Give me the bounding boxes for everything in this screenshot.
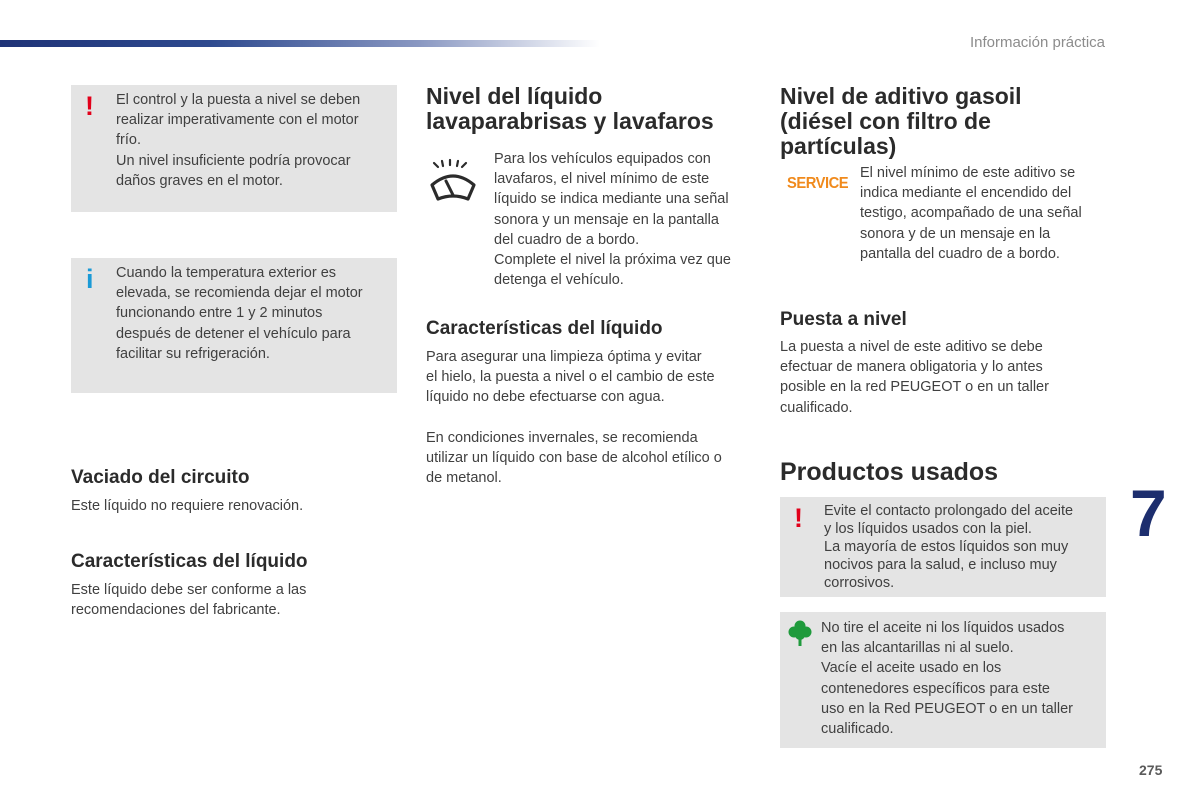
washer-intro-line: detenga el vehículo.: [494, 272, 624, 289]
products-warning-line: nocivos para la salud, e incluso muy: [824, 557, 1057, 573]
additive-title-line: Nivel de aditivo gasoil: [780, 83, 1022, 109]
info-line: facilitar su refrigeración.: [116, 345, 270, 362]
environment-line: Vacíe el aceite usado en los: [821, 660, 1002, 677]
drain-text: Este líquido no requiere renovación.: [71, 498, 304, 514]
washer-intro-line: del cuadro de a bordo.: [494, 231, 640, 248]
warning-line: Un nivel insuficiente podría provocar: [116, 152, 351, 169]
products-title: Productos usados: [780, 458, 999, 486]
topup-line: posible en la red PEUGEOT o en un taller: [780, 379, 1049, 396]
info-line: funcionando entre 1 y 2 minutos: [116, 305, 323, 322]
warning-box: [71, 85, 397, 212]
topup-line: La puesta a nivel de este aditivo se debe: [780, 339, 1043, 355]
additive-title: [780, 84, 1022, 159]
warning-line: frío.: [116, 132, 141, 149]
info-icon: i: [86, 264, 94, 294]
additive-intro-line: El nivel mínimo de este aditivo se: [860, 165, 1076, 181]
products-warning-line: corrosivos.: [824, 575, 895, 591]
products-warning-line: Evite el contacto prolongado del aceite: [824, 503, 1074, 519]
washer-intro-line: líquido se indica mediante una señal: [494, 191, 729, 208]
middle-characteristics-line: En condiciones invernales, se recomienda: [426, 429, 698, 446]
info-box: [71, 258, 397, 393]
products-warning-box: [780, 497, 1106, 597]
topup-line: efectuar de manera obligatoria y lo antes: [780, 359, 1043, 376]
topup-line: cualificado.: [780, 399, 853, 416]
environment-line: en las alcantarillas ni al suelo.: [821, 640, 1014, 657]
chapter-number: 7: [1130, 476, 1167, 550]
topup-title: Puesta a nivel: [780, 309, 907, 330]
additive-intro-line: pantalla del cuadro de a bordo.: [860, 245, 1060, 262]
environment-line: No tire el aceite ni los líquidos usados: [821, 620, 1065, 636]
environment-line: cualificado.: [821, 721, 894, 738]
service-warning-icon: SERVICE: [787, 175, 849, 192]
left-characteristics-line: Este líquido debe ser conforme a las: [71, 582, 307, 598]
additive-title-line: partículas): [780, 133, 897, 159]
warning-line: El control y la puesta a nivel se deben: [116, 92, 361, 108]
windscreen-washer-icon: [426, 155, 480, 207]
washer-title: [426, 84, 714, 134]
info-line: elevada, se recomienda dejar el motor: [116, 285, 363, 302]
environment-box: [780, 612, 1106, 748]
middle-characteristics-line: Para asegurar una limpieza óptima y evitar: [426, 349, 702, 365]
section-title: Información práctica: [969, 34, 1105, 51]
products-warning-line: y los líquidos usados con la piel.: [824, 521, 1032, 537]
washer-intro-line: Para los vehículos equipados con: [494, 151, 711, 167]
additive-intro-line: indica mediante el encendido del: [860, 185, 1072, 202]
environment-line: uso en la Red PEUGEOT o en un taller: [821, 700, 1074, 717]
middle-characteristics-line: de metanol.: [426, 470, 502, 487]
drain-title: Vaciado del circuito: [71, 467, 250, 488]
products-warning-line: La mayoría de estos líquidos son muy: [824, 539, 1069, 555]
additive-title-line: (diésel con filtro de: [780, 108, 991, 134]
middle-characteristics-title: Características del líquido: [426, 318, 663, 339]
left-characteristics-title: Características del líquido: [71, 551, 308, 572]
warning-icon: !: [794, 503, 803, 533]
info-line: Cuando la temperatura exterior es: [116, 265, 337, 281]
middle-characteristics-line: utilizar un líquido con base de alcohol etílico o: [426, 449, 722, 466]
tree-icon: [788, 620, 812, 648]
middle-characteristics-line: líquido no debe efectuarse con agua.: [426, 389, 665, 406]
warning-icon: !: [85, 91, 94, 121]
info-line: después de detener el vehículo para: [116, 325, 351, 342]
header-bar: [0, 40, 600, 47]
warning-line: realizar imperativamente con el motor: [116, 112, 359, 129]
middle-characteristics-line: el hielo, la puesta a nivel o el cambio de este: [426, 369, 715, 386]
warning-line: daños graves en el motor.: [116, 172, 283, 189]
washer-intro-line: lavafaros, el nivel mínimo de este: [494, 171, 710, 188]
washer-title-line: Nivel del líquido: [426, 83, 603, 109]
washer-intro-line: Complete el nivel la próxima vez que: [494, 252, 731, 269]
left-characteristics-line: recomendaciones del fabricante.: [71, 602, 281, 619]
washer-title-line: lavaparabrisas y lavafaros: [426, 108, 714, 134]
additive-intro-line: sonora y de un mensaje en la: [860, 225, 1051, 242]
environment-line: contenedores específicos para este: [821, 680, 1050, 697]
additive-intro-line: testigo, acompañado de una señal: [860, 205, 1082, 222]
page-number: 275: [1139, 762, 1163, 778]
washer-intro-line: sonora y un mensaje en la pantalla: [494, 211, 719, 228]
